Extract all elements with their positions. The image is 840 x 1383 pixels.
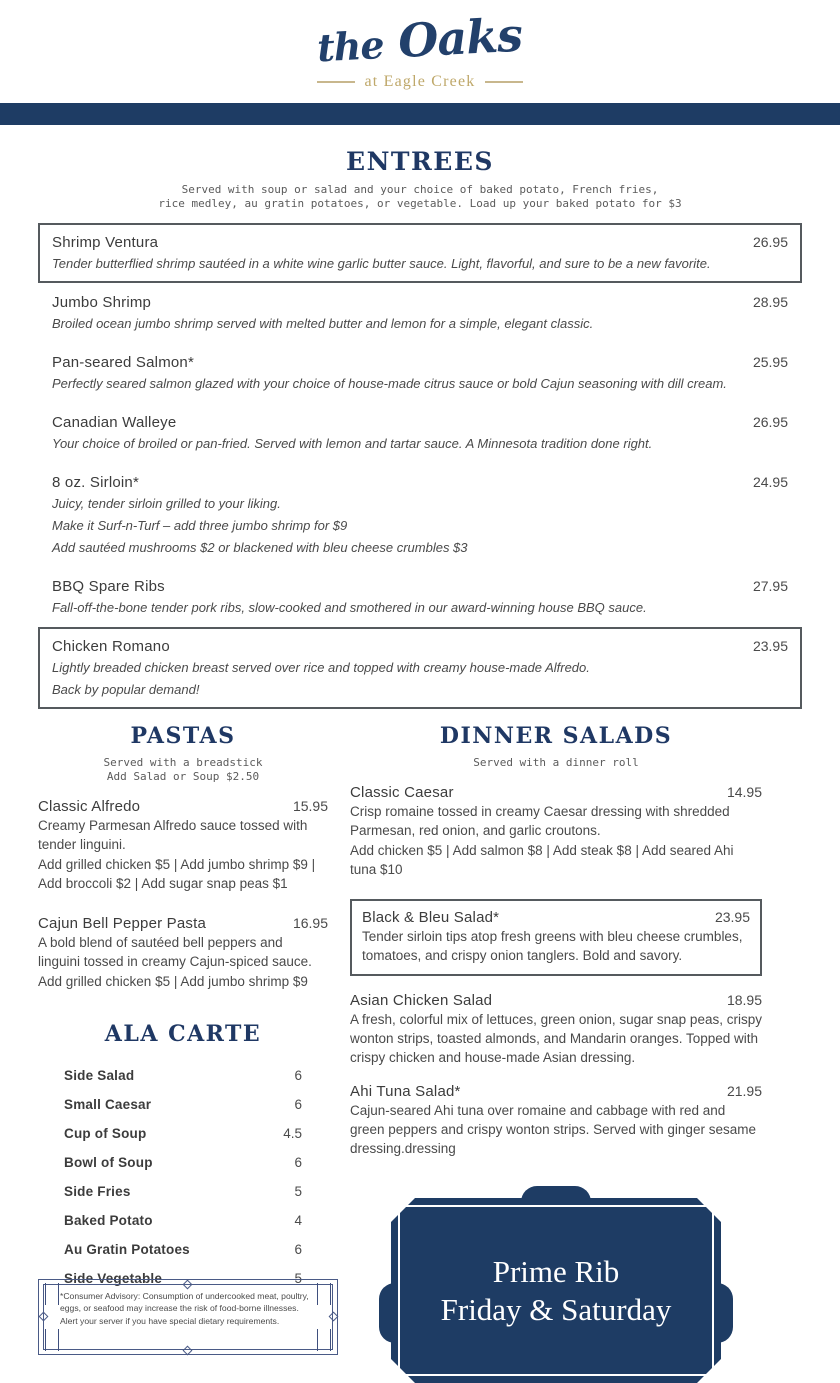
plaque-ear-right-icon <box>717 1283 733 1343</box>
alacarte-name: Side Salad <box>64 1068 135 1083</box>
salad-price: 21.95 <box>726 1083 762 1099</box>
entree-name: Shrimp Ventura <box>52 234 159 251</box>
salad-name: Classic Caesar <box>350 784 454 801</box>
salad-price: 14.95 <box>726 784 762 800</box>
entree-price: 24.95 <box>752 474 788 490</box>
alacarte-name: Baked Potato <box>64 1213 153 1228</box>
entree-description: Perfectly seared salmon glazed with your choice of house-made citrus sauce or bold Cajun seasoning with dill cream. <box>52 376 727 391</box>
alacarte-row[interactable] <box>64 1148 302 1177</box>
entree-price: 28.95 <box>752 294 788 310</box>
logo-rule-left-icon <box>317 81 355 83</box>
entree-price: 25.95 <box>752 354 788 370</box>
salad-description: Cajun-seared Ahi tuna over romaine and cabbage with red and green peppers and crispy wonton strips. Served with ginger sesame dressing.dressing <box>350 1103 756 1156</box>
entree-description: Juicy, tender sirloin grilled to your liking. <box>52 496 281 511</box>
alacarte-row[interactable] <box>64 1090 302 1119</box>
alacarte-price: 6 <box>294 1097 302 1112</box>
plaque-notch-tr-icon <box>696 1197 722 1223</box>
pasta-price: 15.95 <box>292 798 328 814</box>
entree-head <box>52 234 788 251</box>
entree-item[interactable] <box>38 283 802 343</box>
menu-header <box>0 0 840 125</box>
pasta-description: A bold blend of sautéed bell peppers and linguini tossed in creamy Cajun-spiced sauce. <box>38 935 312 969</box>
salad-price: 18.95 <box>726 992 762 1008</box>
alacarte-name: Side Fries <box>64 1184 131 1199</box>
salad-item[interactable] <box>350 1083 762 1158</box>
alacarte-row[interactable] <box>64 1235 302 1264</box>
pasta-item[interactable] <box>38 915 328 991</box>
restaurant-logo <box>316 9 524 75</box>
entree-description: Lightly breaded chicken breast served over rice and topped with creamy house-made Alfredo. <box>52 660 590 675</box>
logo-word-the: the <box>316 21 386 71</box>
section-title-entrees: ENTREES <box>346 147 494 176</box>
alacarte-row[interactable] <box>64 1177 302 1206</box>
alacarte-row[interactable] <box>64 1119 302 1148</box>
salad-name: Asian Chicken Salad <box>350 992 493 1009</box>
entree-head <box>52 638 788 655</box>
entree-head <box>52 414 788 431</box>
alacarte-price: 4 <box>294 1213 302 1228</box>
pasta-price: 16.95 <box>292 915 328 931</box>
advisory-corner-br-icon <box>317 1329 331 1351</box>
entree-description-extra: Back by popular demand! <box>52 682 200 697</box>
entree-item[interactable] <box>38 223 802 283</box>
advisory-corner-tl-icon <box>45 1283 59 1305</box>
salad-description: Crisp romaine tossed in creamy Caesar dressing with shredded Parmesan, red onion, and garlic croutons. <box>350 804 730 838</box>
alacarte-price: 6 <box>294 1155 302 1170</box>
section-title-dinner-salads: DINNER SALADS <box>439 723 673 749</box>
entree-name: Jumbo Shrimp <box>52 294 152 311</box>
alacarte-list <box>64 1061 302 1293</box>
salad-description: A fresh, colorful mix of lettuces, green onion, sugar snap peas, crispy wonton strips, toasted almonds, and Mandarin oranges. Topped with crispy chicken and house-made Asian dressing. <box>350 1012 762 1065</box>
pastas-subtitle-line1: Served with a breadstick <box>103 756 263 769</box>
logo-subtitle-row <box>0 73 840 91</box>
entree-description-extra: Add sautéed mushrooms $2 or blackened with bleu cheese crumbles $3 <box>52 540 468 555</box>
entrees-list <box>38 223 802 709</box>
alacarte-row[interactable] <box>64 1061 302 1090</box>
pasta-addons: Add grilled chicken $5 | Add jumbo shrimp $9 | Add broccoli $2 | Add sugar snap peas $1 <box>38 857 316 891</box>
salad-head <box>350 1083 762 1100</box>
entree-head <box>52 474 788 491</box>
pastas-subtitle <box>38 756 328 784</box>
entrees-subtitle-line2: rice medley, au gratin potatoes, or vegetable. Load up your baked potato for $3 <box>158 197 682 210</box>
entree-name: BBQ Spare Ribs <box>52 578 165 595</box>
entree-item[interactable] <box>38 567 802 627</box>
entree-description: Tender butterflied shrimp sautéed in a white wine garlic butter sauce. Light, flavorful, and sure to be a new favorite. <box>52 256 711 271</box>
pasta-item[interactable] <box>38 798 328 893</box>
pastas-subtitle-line2: Add Salad or Soup $2.50 <box>106 770 260 783</box>
entree-head <box>52 354 788 371</box>
section-title-pastas: PASTAS <box>130 723 236 749</box>
entree-description: Your choice of broiled or pan-fried. Served with lemon and tartar sauce. A Minnesota tradition done right. <box>52 436 653 451</box>
advisory-text: *Consumer Advisory: Consumption of undercooked meat, poultry, eggs, or seafood may increase the risk of food-borne illnesses. Alert your server if you have special dietary requirements. <box>60 1291 309 1326</box>
entree-name: Canadian Walleye <box>52 414 177 431</box>
pasta-head <box>38 798 328 815</box>
entree-name: 8 oz. Sirloin* <box>52 474 140 491</box>
entree-price: 26.95 <box>752 234 788 250</box>
alacarte-name: Bowl of Soup <box>64 1155 153 1170</box>
entree-description: Broiled ocean jumbo shrimp served with melted butter and lemon for a simple, elegant classic. <box>52 316 594 331</box>
advisory-corner-tr-icon <box>317 1283 331 1305</box>
entree-name: Pan-seared Salmon* <box>52 354 195 371</box>
entree-item[interactable] <box>38 403 802 463</box>
alacarte-row[interactable] <box>64 1206 302 1235</box>
pasta-addons: Add grilled chicken $5 | Add jumbo shrimp $9 <box>38 974 308 989</box>
plaque-text <box>441 1253 672 1329</box>
entree-price: 23.95 <box>752 638 788 654</box>
alacarte-price: 6 <box>294 1068 302 1083</box>
entree-price: 26.95 <box>752 414 788 430</box>
entree-name: Chicken Romano <box>52 638 170 655</box>
salad-item[interactable] <box>350 899 762 976</box>
plaque-notch-bl-icon <box>390 1358 416 1383</box>
entrees-subtitle-line1: Served with soup or salad and your choice of baked potato, French fries, <box>181 183 659 196</box>
entree-item[interactable] <box>38 627 802 709</box>
pasta-head <box>38 915 328 932</box>
entree-head <box>52 294 788 311</box>
salad-name: Ahi Tuna Salad* <box>350 1083 461 1100</box>
plaque-line2: Friday & Saturday <box>440 1291 672 1327</box>
salad-head <box>362 909 750 926</box>
salads-subtitle: Served with a dinner roll <box>473 756 639 769</box>
logo-word-oaks: Oaks <box>397 7 524 69</box>
logo-rule-right-icon <box>485 81 523 83</box>
plaque-ear-left-icon <box>379 1283 395 1343</box>
consumer-advisory-box <box>38 1279 338 1355</box>
entrees-subtitle <box>0 183 840 211</box>
salad-addons: Add chicken $5 | Add salmon $8 | Add steak $8 | Add seared Ahi tuna $10 <box>350 843 734 877</box>
prime-rib-plaque <box>391 1198 721 1383</box>
pasta-description: Creamy Parmesan Alfredo sauce tossed with tender linguini. <box>38 818 308 852</box>
entree-description-extra: Make it Surf-n-Turf – add three jumbo shrimp for $9 <box>52 518 348 533</box>
entree-price: 27.95 <box>752 578 788 594</box>
logo-subtitle: at Eagle Creek <box>364 73 476 90</box>
prime-rib-plaque-wrap <box>350 1198 762 1383</box>
alacarte-price: 5 <box>294 1184 302 1199</box>
entree-item[interactable] <box>38 343 802 403</box>
salad-price: 23.95 <box>714 909 750 925</box>
plaque-line1: Prime Rib <box>492 1253 620 1289</box>
alacarte-name: Cup of Soup <box>64 1126 147 1141</box>
alacarte-name: Side Vegetable <box>64 1271 163 1286</box>
pasta-name: Cajun Bell Pepper Pasta <box>38 915 207 932</box>
salad-item[interactable] <box>350 784 762 879</box>
section-title-alacarte: ALA CARTE <box>104 1021 262 1047</box>
alacarte-price: 4.5 <box>283 1126 302 1141</box>
entree-head <box>52 578 788 595</box>
advisory-corner-bl-icon <box>45 1329 59 1351</box>
pasta-name: Classic Alfredo <box>38 798 141 815</box>
salad-description: Tender sirloin tips atop fresh greens with bleu cheese crumbles, tomatoes, and crispy onion tanglers. Bold and savory. <box>362 929 743 963</box>
plaque-ear-top-icon <box>521 1186 591 1202</box>
entree-item[interactable] <box>38 463 802 567</box>
alacarte-price: 6 <box>294 1242 302 1257</box>
alacarte-name: Au Gratin Potatoes <box>64 1242 190 1257</box>
plaque-ear-bottom-icon <box>521 1379 591 1383</box>
header-navy-bar <box>0 103 840 125</box>
plaque-notch-br-icon <box>696 1358 722 1383</box>
alacarte-name: Small Caesar <box>64 1097 152 1112</box>
salad-item[interactable] <box>350 992 762 1067</box>
salad-head <box>350 784 762 801</box>
salad-name: Black & Bleu Salad* <box>362 909 500 926</box>
plaque-notch-tl-icon <box>390 1197 416 1223</box>
right-column <box>340 723 800 1383</box>
salad-head <box>350 992 762 1009</box>
alacarte-price: 5 <box>294 1271 302 1286</box>
entree-description: Fall-off-the-bone tender pork ribs, slow-cooked and smothered in our award-winning house BBQ sauce. <box>52 600 647 615</box>
